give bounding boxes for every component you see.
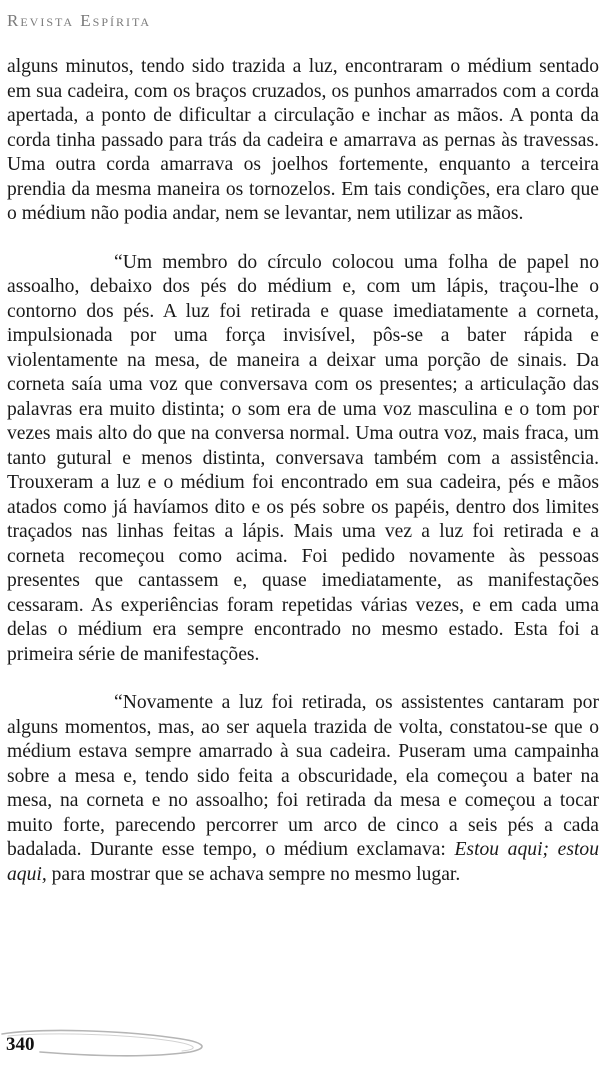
paragraph-3-italic-quote: Estou aqui; estou aqui, xyxy=(7,839,599,885)
paragraph-2: “Um membro do círculo colocou uma folha de papel no assoalho, debaixo dos pés do médium e, com um lápis, traçou-lhe o contorno dos pés. A luz foi retirada e quase imediatamente a corneta, impulsionada por uma força invisível, pôs-se a bater rápida e violentamente na mesa, de maneira a deixar uma porção de sinais. Da corneta saía uma voz que conversava com os presentes; a articulação das palavras era muito distinta; o som era de uma voz masculina e o tom por vezes mais alto do que na conversa normal. Uma outra voz, mais fraca, um tanto gutural e menos distinta, conversava também com a assistência. Trouxeram a luz e o médium foi encontrado em sua cadeira, pés e mãos atados como já havíamos dito e os pés sobre os papéis, dentro dos limites traçados nas linhas feitas a lápis. Mais uma vez a luz foi retirada e a corneta recomeçou como acima. Foi pedido novamente às pessoas presentes que cantassem e, quase imediatamente, as manifestações cessaram. As experiências foram repetidas várias vezes, e em cada uma delas o médium era sempre encontrado no mesmo estado. Esta foi a primeira série de manifestações. xyxy=(7,251,599,665)
paragraph-3-text-before: “Novamente a luz foi retirada, os assistentes cantaram por alguns momentos, mas, ao ser aquela trazida de volta, constatou-se que o médium estava sempre amarrado à sua cadeira. Puseram uma campainha sobre a mesa e, tendo sido feita a obscuridade, ela começou a bater na mesa, na corneta e no assoalho; foi retirada da mesa e começou a tocar muito forte, parecendo percorrer um arco de cinco a seis pés a cada badalada. Durante esse tempo, o médium exclamava: xyxy=(7,692,599,860)
running-header: Revista Espírita xyxy=(7,11,152,30)
body-text xyxy=(7,55,599,887)
paragraph-1: alguns minutos, tendo sido trazida a luz, encontraram o médium sentado em sua cadeira, com os braços cruzados, os punhos amarrados com a corda apertada, a ponto de dificultar a circulação e inchar as mãos. A ponta da corda tinha passado para trás da cadeira e amarrava as pernas às travessas. Uma outra corda amarrava os joelhos fortemente, enquanto a terceira prendia da mesma maneira os tornozelos. Em tais condições, era claro que o médium não podia andar, nem se levantar, nem utilizar as mãos. xyxy=(7,56,599,224)
paragraph-3 xyxy=(7,691,599,887)
paragraph-3-text-after: para mostrar que se achava sempre no mesmo lugar. xyxy=(46,863,461,885)
page-number: 340 xyxy=(6,1034,35,1055)
page-footer xyxy=(0,1024,220,1064)
